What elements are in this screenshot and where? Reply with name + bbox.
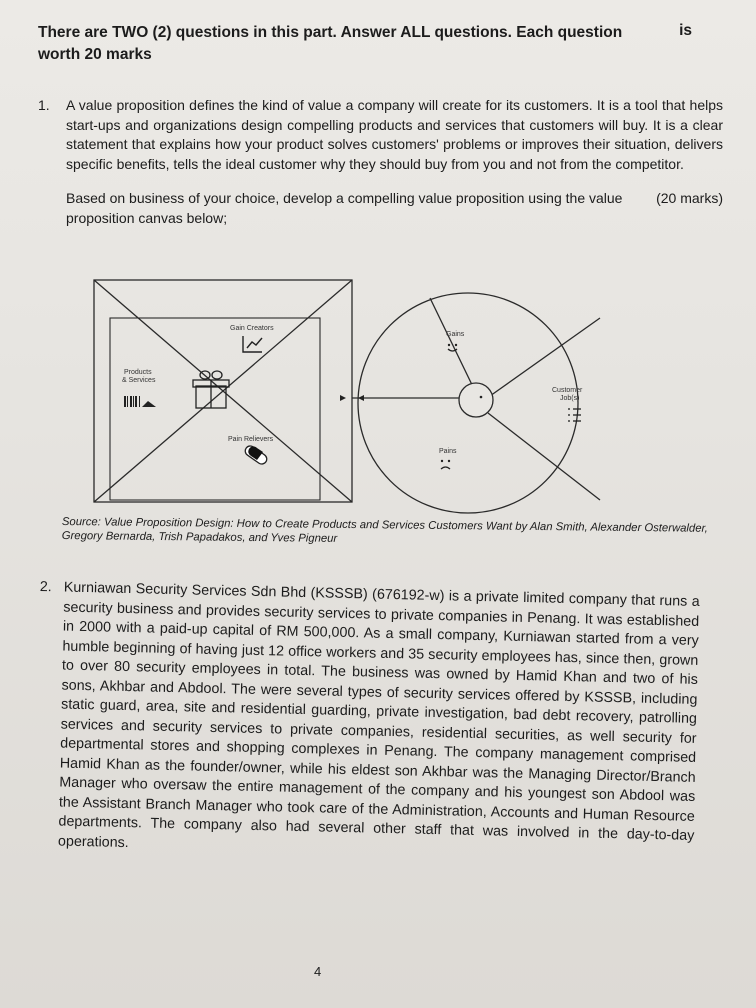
chart-up-icon <box>243 336 262 352</box>
question-1-task-text: Based on business of your choice, develop a compelling value proposition using the value proposition canvas below; <box>66 190 623 226</box>
question-1-paragraph: A value proposition defines the kind of value a company will create for its customers. It is a tool that helps start-ups and organizations design compelling products and services that customers will buy. It is a clear statement that explains how your product solves customers' problems or improves their situation, delivers specific benefits, tells the ideal customer why they should buy from you and not from the competitor. <box>66 97 723 172</box>
question-2-number: 2. <box>39 578 52 596</box>
customer-jobs-label-1: Customer <box>552 387 583 394</box>
question-1-number: 1. <box>38 97 50 113</box>
source-text: Value Proposition Design: How to Create Products and Services Customers Want by Alan Smith, Alexander Osterwalder, Gregory Bernarda, Trish Papadakos, and Yves Pigneur <box>61 516 708 545</box>
arrow-icon <box>358 395 364 401</box>
value-proposition-canvas <box>90 278 690 518</box>
customer-jobs-label-2: Job(s) <box>560 395 580 402</box>
customer-eye-icon <box>480 396 483 399</box>
circle-divider <box>488 413 600 500</box>
circle-divider <box>490 318 600 396</box>
gains-label: Gains <box>446 331 465 338</box>
gain-creators-label: Gain Creators <box>230 325 274 332</box>
question-1 <box>38 96 723 228</box>
question-2-paragraph: Kurniawan Security Services Sdn Bhd (KSSSB) (676192-w) is a private limited company that runs a security business and provides security services to private companies in Penang. It was established in 2000 with a paid-up capital of RM 500,000. As a small company, Kurniawan started from a very humble beginning of having just 12 office workers and 35 security employees has, since then, grown to over 80 security employees in total. The business was owned by Hamid Khan and two of his sons, Akhbar and Abdool. The were several types of security services offered by KSSSB, including static guard, area, site and residential guarding, private investigation, bad debt recovery, patrolling services and security services to private companies, residential securities, as well security for departmental stores and shopping complexes in Penang. The company management comprised Hamid Khan as the founder/owner, while his eldest son Akhbar was the Managing Director/Branch Manager who oversaw the entire management of the company and his youngest son Abdool was the Assistant Branch Manager who took care of the Administration, Accounts and Human Resource departments. The company also had several other staff that was involved in the day-to-day operations. <box>57 579 700 851</box>
page-number: 4 <box>314 964 322 979</box>
products-label-2: & Services <box>122 377 156 384</box>
instruction-line: There are TWO (2) questions in this part. Answer ALL questions. Each question <box>38 24 623 41</box>
instructions-header <box>38 22 718 66</box>
source-citation <box>62 515 712 550</box>
checklist-icon <box>568 409 581 421</box>
question-1-marks: (20 marks) <box>656 190 723 206</box>
pain-relievers-label: Pain Relievers <box>228 436 274 443</box>
barcode-icon <box>124 396 156 407</box>
source-label: Source: <box>61 515 101 529</box>
customer-face <box>459 383 493 417</box>
question-1-task <box>66 189 723 228</box>
value-map-inner-square <box>110 318 320 500</box>
instruction-line-2: worth 20 marks <box>38 46 152 63</box>
pains-label: Pains <box>439 448 457 455</box>
arrow-icon <box>340 395 346 401</box>
gift-icon <box>193 371 229 408</box>
pill-icon <box>243 444 268 466</box>
instruction-line-end: is <box>679 22 692 39</box>
question-2 <box>34 578 700 866</box>
products-label-1: Products <box>124 369 152 376</box>
circle-divider <box>430 298 475 391</box>
sad-face-icon <box>441 460 450 469</box>
